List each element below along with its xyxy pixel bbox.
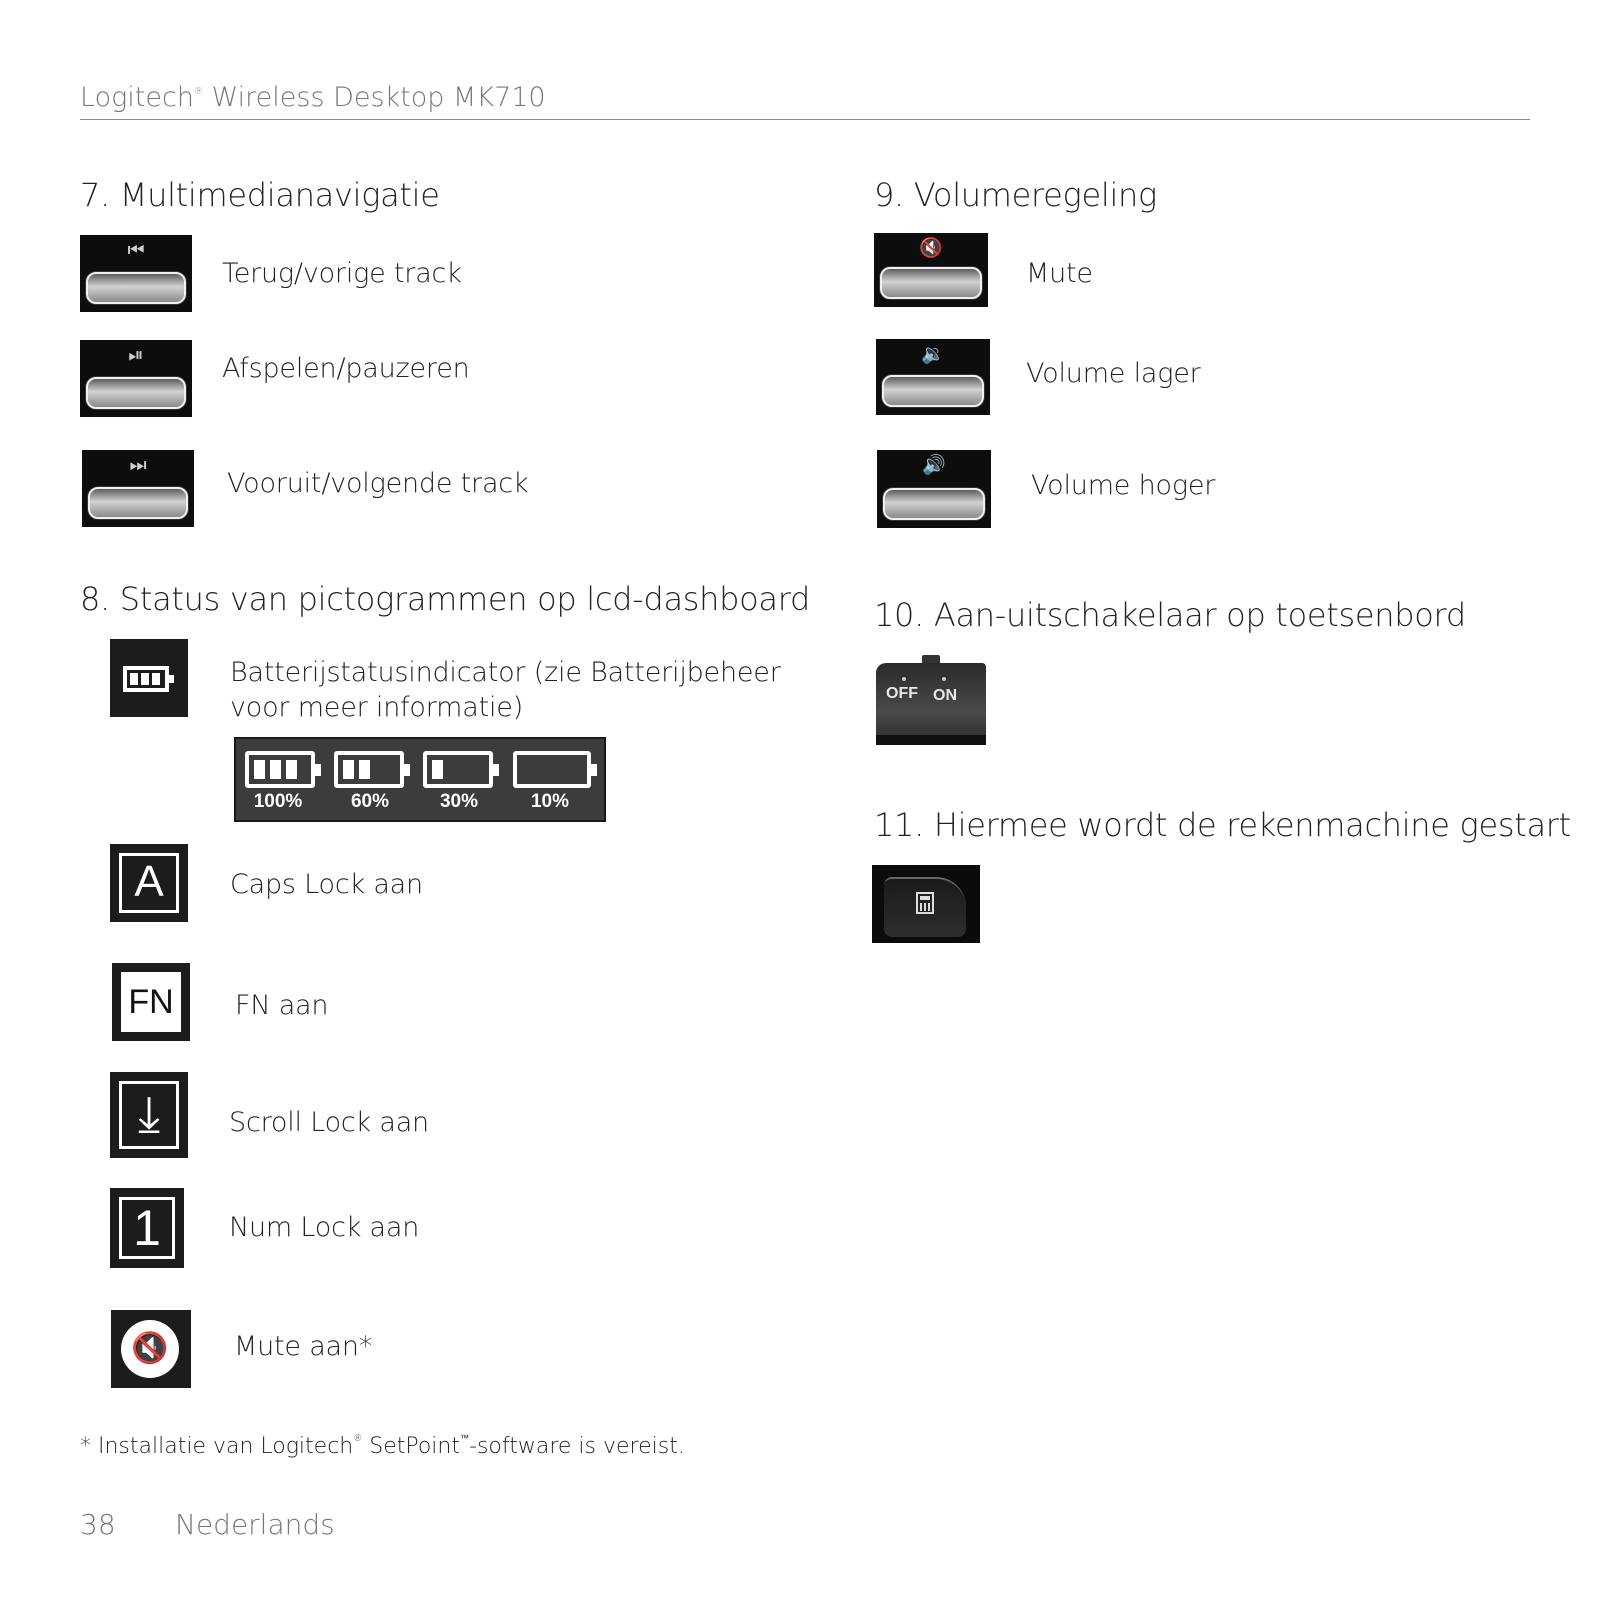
product-name: Wireless Desktop MK710 xyxy=(211,82,546,113)
num-lock-icon xyxy=(110,1188,184,1268)
num-lock-label: Num Lock aan xyxy=(229,1212,420,1243)
battery-pct-100: 100% xyxy=(253,791,303,812)
calculator-icon xyxy=(916,892,934,914)
header-rule xyxy=(80,119,1530,120)
power-switch-image xyxy=(876,655,986,745)
footnote-text-2: SetPoint xyxy=(362,1434,460,1459)
mute-status-icon xyxy=(111,1310,191,1388)
volume-up-label: Volume hoger xyxy=(1031,470,1216,501)
document-header xyxy=(80,82,546,113)
footer-language: Nederlands xyxy=(175,1508,335,1541)
switch-on-label: ON xyxy=(933,687,957,704)
battery-label-line-1: Batterijstatusindicator (zie Batterijbeheer xyxy=(230,657,781,688)
caps-lock-icon xyxy=(110,844,188,922)
caps-lock-label: Caps Lock aan xyxy=(230,869,423,900)
previous-track-icon: ⏮ xyxy=(80,235,192,312)
volume-up-icon: 🔊 xyxy=(877,450,991,528)
registered-mark: ® xyxy=(193,87,203,97)
section-8-title: 8. Status van pictogrammen op lcd-dashboard xyxy=(80,580,811,618)
fn-label: FN aan xyxy=(235,990,329,1021)
fn-icon xyxy=(112,963,190,1041)
next-track-icon: ⏭ xyxy=(82,450,194,527)
battery-pct-30: 30% xyxy=(439,791,479,812)
section-7-title: 7. Multimedianavigatie xyxy=(80,176,440,214)
scroll-lock-label: Scroll Lock aan xyxy=(229,1107,429,1138)
brand-name: Logitech xyxy=(80,82,194,113)
battery-pct-10: 10% xyxy=(530,791,570,812)
volume-down-label: Volume lager xyxy=(1026,358,1201,389)
footnote-text-1: Installatie van Logitech xyxy=(91,1434,354,1459)
next-track-label: Vooruit/volgende track xyxy=(227,468,529,499)
mute-label: Mute xyxy=(1026,258,1093,289)
battery-label-line-2: voor meer informatie) xyxy=(230,692,524,723)
switch-off-label: OFF xyxy=(886,685,918,702)
footnote-text-3: -software is vereist. xyxy=(469,1434,685,1459)
scroll-lock-glyph: ⤓ xyxy=(119,1081,179,1149)
footnote-star: * xyxy=(80,1434,91,1459)
footnote-trademark: ™ xyxy=(460,1434,469,1444)
battery-pct-60: 60% xyxy=(350,791,390,812)
previous-track-label: Terug/vorige track xyxy=(222,258,462,289)
battery-levels-strip xyxy=(234,737,606,822)
section-11-title: 11. Hiermee wordt de rekenmachine gestart xyxy=(874,806,1571,844)
battery-100-icon xyxy=(245,751,315,788)
num-lock-glyph: 1 xyxy=(119,1197,175,1259)
mute-status-label: Mute aan* xyxy=(234,1331,373,1362)
calculator-key-image xyxy=(872,865,980,943)
mute-status-glyph: 🔇 xyxy=(121,1320,179,1378)
footnote-registered-mark: ® xyxy=(353,1434,363,1444)
section-10-title: 10. Aan-uitschakelaar op toetsenbord xyxy=(874,596,1466,634)
battery-60-icon xyxy=(334,751,404,788)
scroll-lock-icon xyxy=(110,1072,188,1158)
battery-status-icon xyxy=(110,639,188,717)
play-pause-icon: ⏯ xyxy=(80,340,192,417)
caps-lock-glyph: A xyxy=(119,853,179,913)
play-pause-label: Afspelen/pauzeren xyxy=(222,353,470,384)
section-9-title: 9. Volumeregeling xyxy=(874,176,1157,214)
volume-down-icon: 🔉 xyxy=(876,339,990,415)
page-number: 38 xyxy=(80,1508,116,1541)
battery-10-icon xyxy=(513,751,591,788)
footnote xyxy=(80,1433,685,1459)
battery-status-label xyxy=(230,655,781,725)
mute-icon: 🔇 xyxy=(874,233,988,307)
battery-30-icon xyxy=(423,751,493,788)
fn-glyph: FN xyxy=(121,972,181,1032)
